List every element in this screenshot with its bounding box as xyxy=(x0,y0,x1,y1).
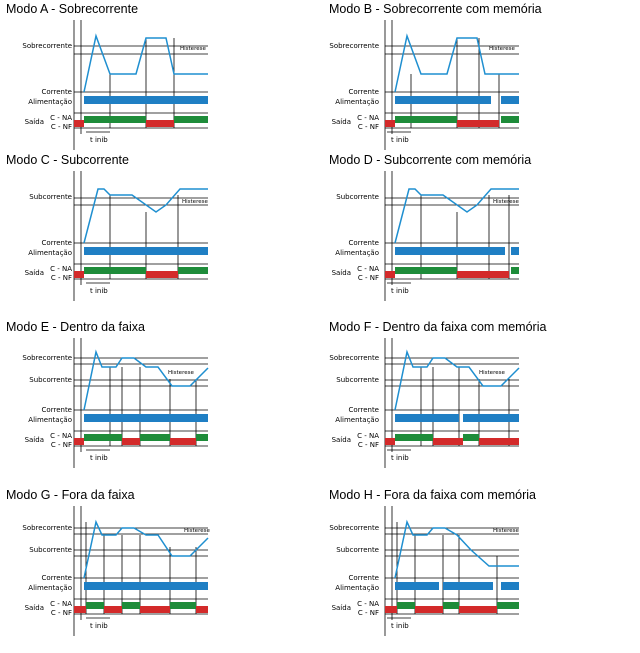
label-tinhib: t inib xyxy=(90,287,108,295)
panel-title: Modo C - Subcorrente xyxy=(6,153,129,167)
panel-title: Modo E - Dentro da faixa xyxy=(6,320,145,334)
label-no: C - NA xyxy=(50,432,72,440)
label-undercurrent: Subcorrente xyxy=(29,546,72,554)
panel-mode-d xyxy=(329,153,629,303)
label-nf: C - NF xyxy=(50,609,72,617)
label-tinhib: t inib xyxy=(90,454,108,462)
timing-diagram-b xyxy=(329,16,629,156)
label-output: Saída xyxy=(331,269,351,277)
label-hysteresis: Histerese xyxy=(489,46,515,52)
label-output: Saída xyxy=(24,269,44,277)
label-supply: Alimentação xyxy=(28,249,72,257)
label-undercurrent: Subcorrente xyxy=(29,376,72,384)
label-no: C - NA xyxy=(50,265,72,273)
panel-title: Modo G - Fora da faixa xyxy=(6,488,135,502)
label-no: C - NA xyxy=(50,114,72,122)
label-overcurrent: Sobrecorrente xyxy=(22,42,72,50)
panel-title: Modo B - Sobrecorrente com memória xyxy=(329,2,542,16)
label-nf: C - NF xyxy=(357,441,379,449)
label-output: Saída xyxy=(331,436,351,444)
label-supply: Alimentação xyxy=(335,584,379,592)
label-supply: Alimentação xyxy=(28,98,72,106)
label-tinhib: t inib xyxy=(391,454,409,462)
label-supply: Alimentação xyxy=(28,416,72,424)
label-hysteresis: Histerese xyxy=(493,528,519,534)
label-tinhib: t inib xyxy=(391,622,409,630)
label-no: C - NA xyxy=(357,114,379,122)
label-output: Saída xyxy=(331,604,351,612)
label-current: Corrente xyxy=(41,239,72,247)
panel-mode-g xyxy=(6,488,306,638)
panel-mode-e xyxy=(6,320,306,470)
label-hysteresis: Histerese xyxy=(479,370,505,376)
label-nf: C - NF xyxy=(50,123,72,131)
label-undercurrent: Subcorrente xyxy=(336,376,379,384)
label-no: C - NA xyxy=(50,600,72,608)
label-current: Corrente xyxy=(41,88,72,96)
panel-title: Modo A - Sobrecorrente xyxy=(6,2,139,16)
panel-mode-h xyxy=(329,488,629,638)
panel-title: Modo F - Dentro da faixa com memória xyxy=(329,320,547,334)
label-overcurrent: Sobrecorrente xyxy=(22,524,72,532)
label-supply: Alimentação xyxy=(28,584,72,592)
panel-mode-c xyxy=(6,153,306,303)
panel-title: Modo H - Fora da faixa com memória xyxy=(329,488,537,502)
label-tinhib: t inib xyxy=(391,287,409,295)
label-output: Saída xyxy=(24,436,44,444)
label-current: Corrente xyxy=(41,574,72,582)
label-overcurrent: Sobrecorrente xyxy=(329,524,379,532)
label-overcurrent: Sobrecorrente xyxy=(329,354,379,362)
label-overcurrent: Sobrecorrente xyxy=(22,354,72,362)
panel-mode-b xyxy=(329,2,629,152)
label-no: C - NA xyxy=(357,600,379,608)
label-hysteresis: Histerese xyxy=(182,199,208,205)
timing-diagram-h xyxy=(329,502,629,642)
label-supply: Alimentação xyxy=(335,249,379,257)
label-output: Saída xyxy=(24,118,44,126)
panel-mode-a xyxy=(6,2,306,152)
label-tinhib: t inib xyxy=(90,136,108,144)
label-nf: C - NF xyxy=(50,441,72,449)
label-current: Corrente xyxy=(348,88,379,96)
label-current: Corrente xyxy=(41,406,72,414)
label-tinhib: t inib xyxy=(90,622,108,630)
label-nf: C - NF xyxy=(357,274,379,282)
label-current: Corrente xyxy=(348,406,379,414)
label-no: C - NA xyxy=(357,265,379,273)
label-nf: C - NF xyxy=(357,609,379,617)
label-supply: Alimentação xyxy=(335,98,379,106)
label-hysteresis: Histerese xyxy=(493,199,519,205)
label-overcurrent: Sobrecorrente xyxy=(329,42,379,50)
label-current: Corrente xyxy=(348,574,379,582)
timing-diagram-e xyxy=(6,334,306,474)
panel-mode-f xyxy=(329,320,629,470)
label-supply: Alimentação xyxy=(335,416,379,424)
timing-diagram-f xyxy=(329,334,629,474)
label-output: Saída xyxy=(24,604,44,612)
label-nf: C - NF xyxy=(50,274,72,282)
label-undercurrent: Subcorrente xyxy=(336,546,379,554)
timing-diagram-a xyxy=(6,16,306,156)
timing-diagram-g xyxy=(6,502,306,642)
label-tinhib: t inib xyxy=(391,136,409,144)
label-undercurrent: Subcorrente xyxy=(29,193,72,201)
label-current: Corrente xyxy=(348,239,379,247)
label-output: Saída xyxy=(331,118,351,126)
label-undercurrent: Subcorrente xyxy=(336,193,379,201)
panel-title: Modo D - Subcorrente com memória xyxy=(329,153,532,167)
label-hysteresis: Histerese xyxy=(168,370,194,376)
label-hysteresis: Histerese xyxy=(184,528,210,534)
timing-diagram-d xyxy=(329,167,629,307)
label-hysteresis: Histerese xyxy=(180,46,206,52)
label-no: C - NA xyxy=(357,432,379,440)
timing-diagram-c xyxy=(6,167,306,307)
label-nf: C - NF xyxy=(357,123,379,131)
